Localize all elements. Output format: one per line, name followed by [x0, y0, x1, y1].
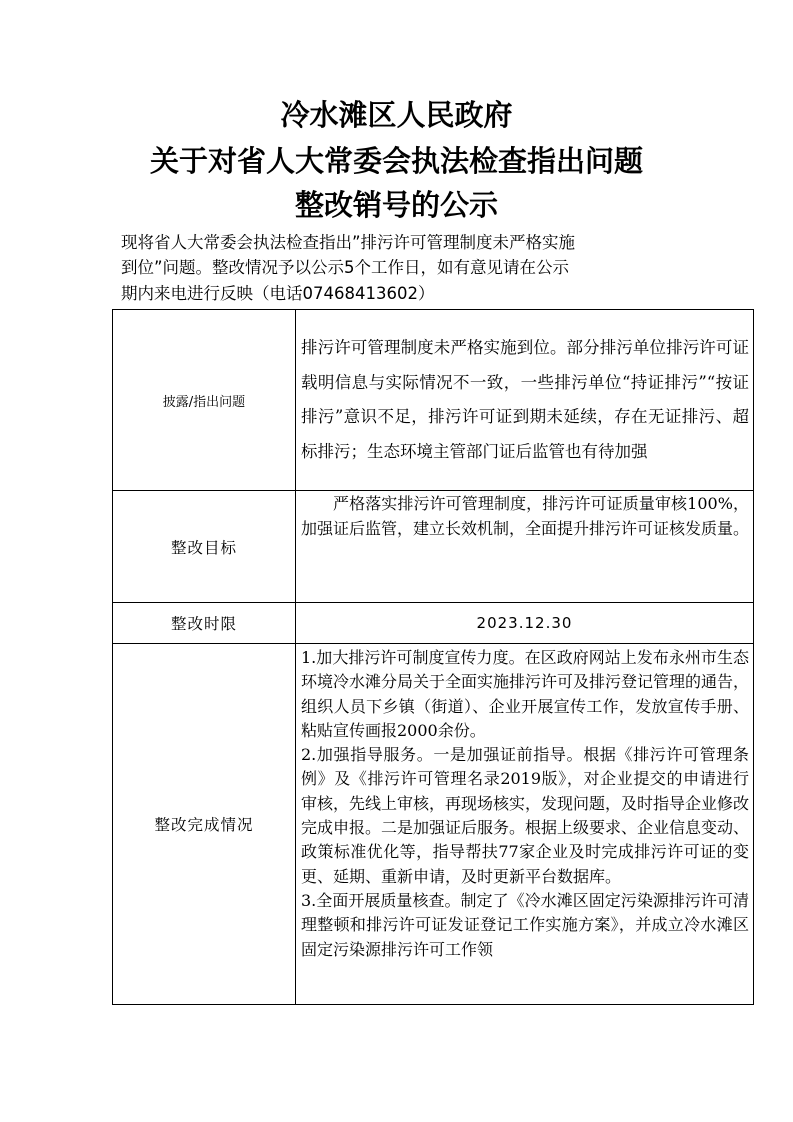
table-row-goal [113, 491, 754, 603]
goal-cell [296, 491, 754, 603]
goal-content: 严格落实排污许可管理制度，排污许可证质量审核100%，加强证后监管，建立长效机制，全面提升排污许可证核发质量。 [301, 494, 750, 538]
document-title-line3: 整改销号的公示 [294, 188, 498, 222]
status-paragraph-1: 1.加大排污许可制度宣传力度。在区政府网站上发布永州市生态环境冷水滩分局关于全面实施排污许可及排污登记管理的通告，组织人员下乡镇（街道）、企业开展宣传工作，发放宣传手册、粘贴宣传画报2000余份。 [301, 648, 750, 740]
intro-line2: 到位”问题。整改情况予以公示5个工作日，如有意见请在公示 [121, 258, 570, 277]
status-label: 整改完成情况 [113, 644, 296, 1005]
intro-line3: 期内来电进行反映（电话07468413602） [121, 284, 435, 303]
document-title-line2: 关于对省人大常委会执法检查指出问题 [149, 144, 643, 178]
problem-content: 排污许可管理制度未严格实施到位。部分排污单位排污许可证载明信息与实际情况不一致，一些排污单位“持证排污”“按证排污”意识不足，排污许可证到期未延续，存在无证排污、超标排污；生态环境主管部门证后监管也有待加强 [301, 338, 749, 461]
intro-line1: 现将省人大常委会执法检查指出”排污许可管理制度未严格实施 [121, 233, 576, 252]
problem-cell [296, 310, 754, 491]
rectification-table [112, 309, 754, 1005]
document-title-line1: 冷水滩区人民政府 [280, 98, 513, 132]
goal-label: 整改目标 [113, 491, 296, 603]
deadline-label: 整改时限 [113, 603, 296, 644]
problem-label: 披露/指出问题 [113, 310, 296, 491]
table-row-deadline [113, 603, 754, 644]
deadline-value: 2023.12.30 [296, 603, 754, 644]
status-paragraph-3: 3.全面开展质量核查。制定了《冷水滩区固定污染源排污许可清理整顿和排污许可证发证登记工作实施方案》，并成立冷水滩区固定污染源排污许可工作领 [301, 890, 749, 959]
table-row-problem [113, 310, 754, 491]
status-content [296, 644, 753, 966]
table-row-status [113, 644, 754, 1005]
status-cell [296, 644, 754, 1005]
status-paragraph-2: 2.加强指导服务。一是加强证前指导。根据《排污许可管理条例》及《排污许可管理名录2019版》，对企业提交的申请进行审核，先线上审核，再现场核实，发现问题，及时指导企业修改完成申报。二是加强证后服务。根据上级要求、企业信息变动、政策标准优化等，指导帮扶77家企业及时完成排污许可证的变更、延期、重新申请，及时更新平台数据库。 [301, 745, 750, 886]
